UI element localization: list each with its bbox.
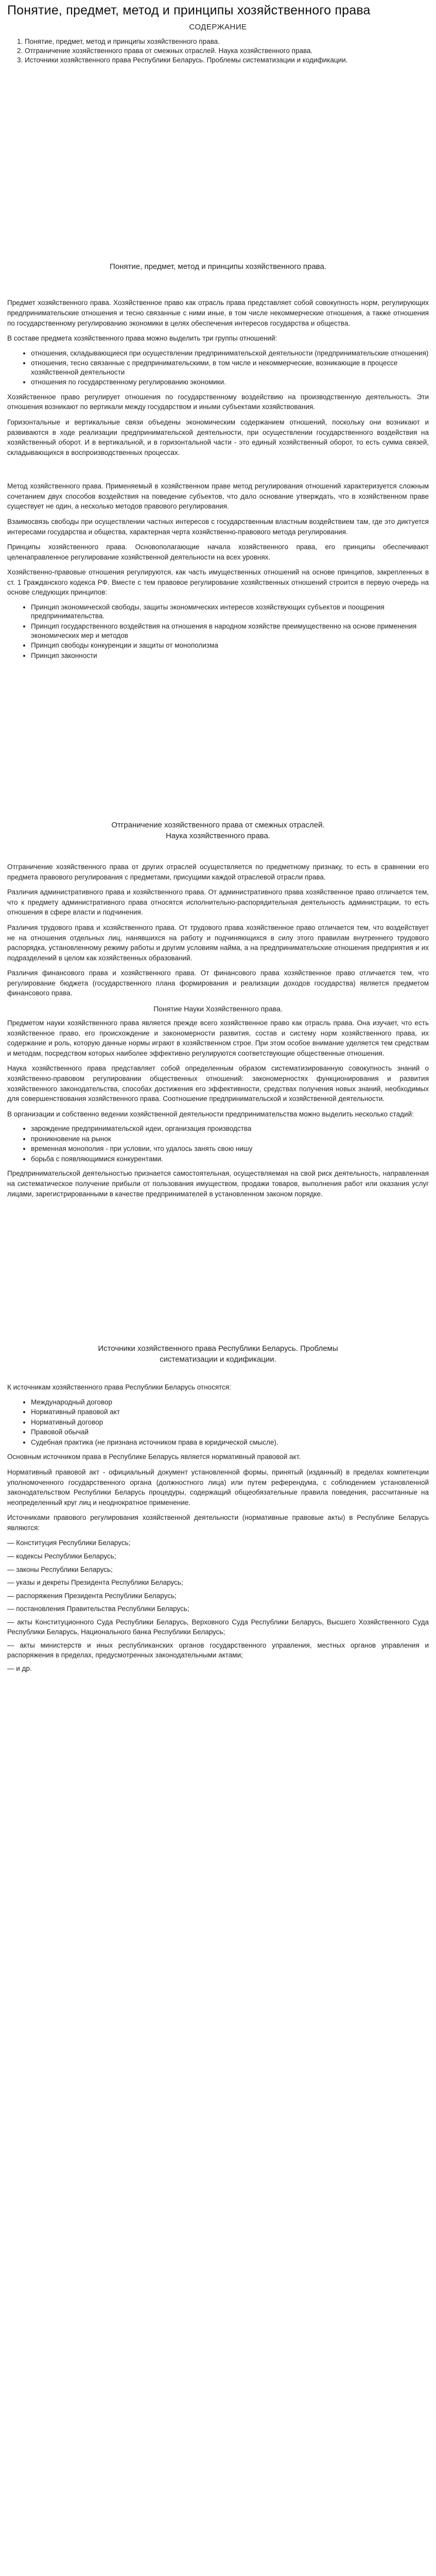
paragraph: В составе предмета хозяйственного права можно выделить три группы отношений:	[7, 334, 277, 343]
toc-item[interactable]: 2. Отграничение хозяйственного права от смежных отраслей. Наука хозяйственного права.	[25, 46, 429, 56]
paragraph: Предметом науки хозяйственного права является прежде всего хозяйственное право как отрасль права. Она изучает, что есть хозяйственное право, его происхождение и закономерности развития, состав и систему норм хозяйственного права, их содержание и роль, которую данные нормы играют в хозяйственном строе. При этом особое внимание уделяется тем средствам и методам, посредством которых наиболее эффективно регулируются соответствующие общественные отношения.	[7, 1019, 429, 1057]
list-item: — акты министерств и иных республиканских органов государственного управления, местных органов управления и распоряжения в пределах, предусмотренных законодательными актами;	[7, 1641, 429, 1659]
sources-list	[7, 1538, 429, 1673]
list-item: — кодексы Республики Беларусь;	[7, 1552, 116, 1560]
list-item: — Конституция Республики Беларусь;	[7, 1539, 131, 1547]
list-item: • Принцип экономической свободы, защиты экономических интересов хозяйствующих субъектов и поощрения предпринимательства.	[31, 603, 429, 621]
list-item: — указы и декреты Президента Республики Беларусь;	[7, 1579, 183, 1587]
paragraph: Наука хозяйственного права представляет собой определенным образом систематизированную совокупность знаний о хозяйственно-правовом регулировании общественных отношений: закономерностях функционирования и развития хозяйственного законодательства, способах достижения его эффективности, средствах получения новых знаний, необходимых для совершенствования хозяйственного права. Соотношение предпринимательской и хозяйственной деятельности.	[7, 1064, 429, 1103]
section2-title-line2: Наука хозяйственного права.	[166, 832, 270, 841]
paragraph: Предмет хозяйственного права. Хозяйственное право как отрасль права представляет собой совокупность норм, регулирующих предпринимательские отношения и тесно связанные с ними иные, в том числе некоммерческие отношения, а также отношения по государственному регулированию экономики в целях обеспечения интересов государства и общества.	[7, 299, 429, 327]
document-page	[0, 1, 436, 1674]
paragraph: Хозяйственное право регулирует отношения по государственному воздействию на производственную деятельность. Эти отношения возникают по вертикали между государством и иными субъектами хозяйствования.	[7, 393, 429, 411]
page-title: Понятие, предмет, метод и принципы хозяйственного права	[7, 3, 371, 18]
list-item: • отношения, складывающиеся при осуществлении предпринимательской деятельности (предпринимательские отношения)	[31, 349, 429, 358]
bullet-list	[7, 1398, 429, 1447]
bullet-list	[7, 349, 429, 387]
list-item: • Правовой обычай	[31, 1428, 429, 1437]
paragraph: Источниками правового регулирования хозяйственной деятельности (нормативные правовые акты) в Республике Беларусь являются:	[7, 1514, 429, 1532]
list-item: • зарождение предпринимательской идеи, организация производства	[31, 1124, 429, 1133]
paragraph: К источникам хозяйственного права Республики Беларусь относятся:	[7, 1383, 231, 1392]
list-item: • отношения, тесно связанные с предпринимательскими, в том числе и некоммерческие, возникающие в процессе хозяйственной деятельности	[31, 359, 429, 377]
list-item: • Судебная практика (не признана источником права в юридической смысле).	[31, 1438, 429, 1447]
list-item: • временная монополия - при условии, что удалось занять свою нишу	[31, 1144, 429, 1154]
list-item: • проникновение на рынок	[31, 1134, 429, 1144]
list-item: — акты Конституционного Суда Республики Беларусь, Верховного Суда Республики Беларусь, Высшего Хозяйственного Суда Республики Беларусь, Национального банка Республики Беларусь;	[7, 1618, 429, 1636]
list-item: — распоряжения Президента Республики Беларусь;	[7, 1591, 177, 1600]
paragraph: Различия административного права и хозяйственного права. От административного права хозяйственное право отличается тем, что к предмету административного права относятся исполнительно-распорядительная деятельность администрации, то есть отношения в сфере власти и подчинения.	[7, 888, 429, 917]
paragraph: Предпринимательской деятельностью признается самостоятельная, осуществляемая на свой риск деятельность, направленная на систематическое получение прибыли от пользования имуществом, продажи товаров, выполнения работ или оказания услуг лицами, зарегистрированными в качестве предпринимателей в установленном законом порядке.	[7, 1170, 429, 1198]
paragraph: Хозяйственно-правовые отношения регулируются, как часть имущественных отношений на основе принципов, закрепленных в ст. 1 Гражданского кодекса РФ. Вместе с тем правовое регулирование хозяйственных отношений строится в первую очередь на основе следующих принципов:	[7, 568, 429, 597]
list-item: — и др.	[7, 1665, 32, 1672]
list-item: • отношения по государственному регулированию экономики.	[31, 378, 429, 387]
paragraph: Отграничение хозяйственного права от других отраслей осуществляется по предметному признаку, то есть в сравнении его предмета правового регулирования с предметами, присущими каждой отраслевой отрасли права.	[7, 863, 429, 881]
toc-item[interactable]: 3. Источники хозяйственного права Республики Беларусь. Проблемы систематизации и кодификации.	[25, 56, 429, 65]
paragraph: В организации и собственно ведении хозяйственной деятельности предпринимательства можно выделить несколько стадий:	[7, 1110, 414, 1118]
list-item: • Нормативный правовой акт	[31, 1408, 429, 1417]
paragraph: Основным источником права в Республике Беларусь является нормативный правовой акт.	[7, 1453, 301, 1461]
paragraph: Различия финансового права и хозяйственного права. От финансового права хозяйственное право отличается тем, что регулирование бюджета (государственного плана формирования и реализации доходов государства) является предметом финансового права.	[7, 969, 429, 997]
toc-item[interactable]: 1. Понятие, предмет, метод и принципы хозяйственного права.	[25, 37, 429, 46]
section3-title-line2: систематизации и кодификации.	[160, 1355, 276, 1364]
bullet-list	[7, 603, 429, 660]
list-item: • борьба с появляющимися конкурентами.	[31, 1155, 429, 1164]
list-item: • Нормативный договор	[31, 1418, 429, 1427]
list-item: • Принцип государственного воздействия на отношения в народном хозяйстве преимущественно на основе применения экономических мер и методов	[31, 622, 429, 640]
list-item: — законы Республики Беларусь;	[7, 1565, 113, 1573]
table-of-contents	[25, 37, 429, 64]
toc-heading: СОДЕРЖАНИЕ	[189, 23, 247, 32]
paragraph: Горизонтальные и вертикальные связи объедены экономическим содержанием отношений, поскольку они возникают и развиваются в ходе реализации предпринимательской деятельности, при осуществлении государственного воздействия на хозяйственный оборот. И в вертикальной, и в горизонтальной части - это единый хозяйственный оборот, то есть сумма связей, складывающихся в воспроизводственных процессах.	[7, 418, 429, 456]
paragraph: Принципы хозяйственного права. Основополагающие начала хозяйственного права, его принципы обеспечивают целенаправленное регулирование хозяйственной деятельности на всех уровнях.	[7, 543, 429, 561]
paragraph: Различия трудового права и хозяйственного права. От трудового права хозяйственное право отличается тем, что воздействует не на отношения отдельных лиц, нанявшихся на работу и подчиняющихся в силу этого правилам внутреннего трудового распорядка, установленному режиму работы и другим условиям найма, а на предпринимательские отношения предприятия и их подразделений в целом как хозяйственных образований.	[7, 923, 429, 962]
section1-title: Понятие, предмет, метод и принципы хозяйственного права.	[110, 262, 326, 272]
bullet-list	[7, 1124, 429, 1163]
section2-title-line1: Отграничение хозяйственного права от смежных отраслей.	[111, 821, 325, 830]
paragraph: Взаимосвязь свободы при осуществлении частных интересов с государственным властным воздействием там, где это диктуется интересами государства и общества, характерная черта хозяйственно-правового метода регулирования.	[7, 517, 429, 536]
list-item: • Принцип законности	[31, 651, 429, 660]
list-item: — постановления Правительства Республики Беларусь;	[7, 1605, 189, 1613]
list-item: • Принцип свободы конкуренции и защиты от монополизма	[31, 641, 429, 650]
paragraph: Метод хозяйственного права. Применяемый в хозяйственном праве метод регулирования отношений характеризуется сложным сочетанием двух способов воздействия на поведение субъектов, что дало основание утверждать, что в хозяйственном праве существует не один, а несколько методов правового регулирования.	[7, 482, 429, 511]
section3-title-line1: Источники хозяйственного права Республики Беларусь. Проблемы	[98, 1344, 338, 1353]
science-subtitle: Понятие Науки Хозяйственного права.	[153, 1004, 283, 1013]
paragraph: Нормативный правовой акт - официальный документ установленной формы, принятый (изданный) в пределах компетенции уполномоченного государственного органа (должностного лица) или путем референдума, с соблюдением установленной законодательством Республики Беларусь процедуры, содержащий общеобязательные правила поведения, рассчитанные на неопределенный круг лиц и неоднократное применение.	[7, 1468, 429, 1506]
list-item: • Международный договор	[31, 1398, 429, 1407]
